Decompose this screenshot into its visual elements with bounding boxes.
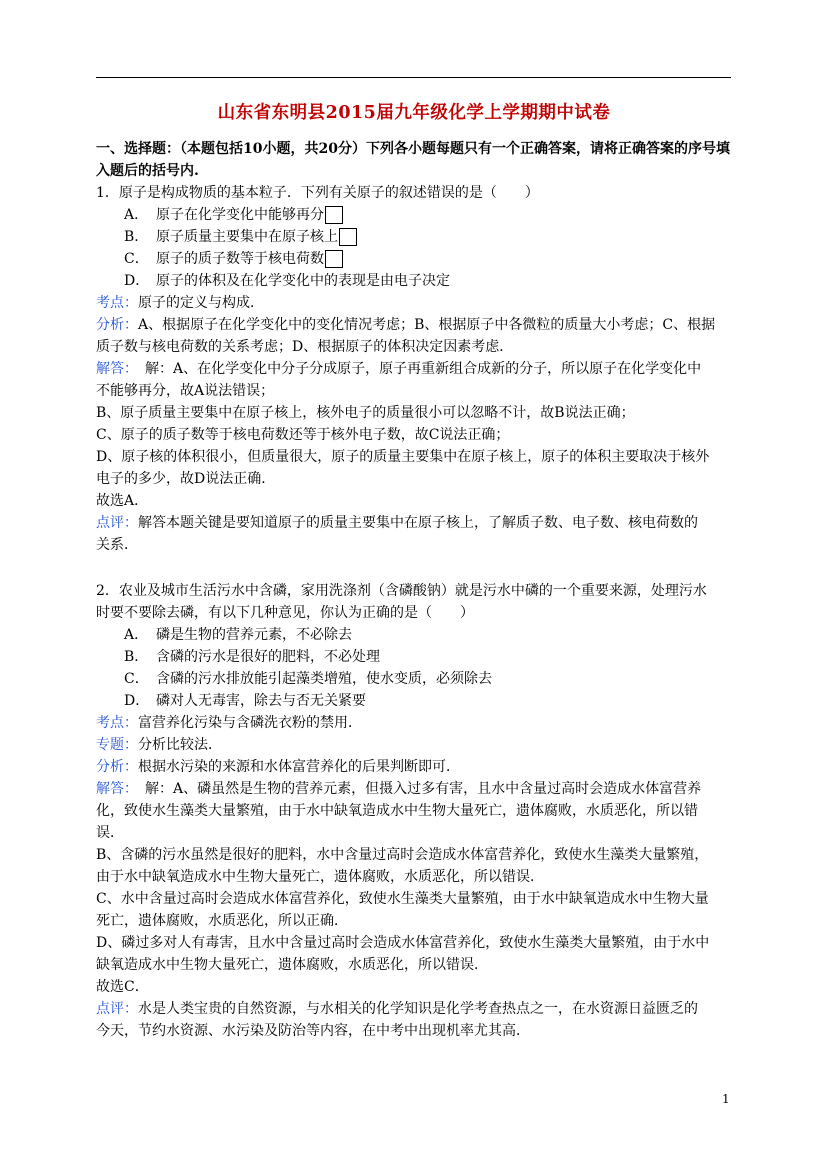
option-letter: D．	[124, 273, 150, 289]
answer-box	[325, 206, 343, 224]
dianping-line	[96, 998, 732, 1020]
fenxi-text-cont: 质子数与核电荷数的关系考虑；D、根据原子的体积决定因素考虑．	[96, 339, 514, 355]
answer-choice: 故选C．	[96, 979, 149, 995]
option-letter: B．	[124, 229, 149, 245]
jieda-text-cont: 化，致使水生藻类大量繁殖，由于水中缺氧造成水中生物大量死亡，遗体腐败，水质恶化，所以错	[96, 803, 698, 819]
fenxi-line	[96, 756, 732, 778]
option-a	[96, 204, 732, 226]
option-d	[96, 270, 732, 292]
jieda-text-cont: D、磷过多对人有毒害，且水中含量过高时会造成水体富营养化，致使水生藻类大量繁殖，由于水中	[96, 935, 710, 951]
option-c	[96, 668, 732, 690]
jieda-label: 解答：	[96, 361, 131, 377]
jieda-text-cont: 缺氧造成水中生物大量死亡，遗体腐败，水质恶化，所以错误．	[96, 957, 488, 973]
fenxi-text: 根据水污染的来源和水体富营养化的后果判断即可．	[138, 759, 460, 775]
jieda-line	[96, 778, 732, 800]
option-text: 原子的质子数等于核电荷数	[156, 251, 324, 267]
kaodian-label: 考点：	[96, 295, 138, 311]
dianping-text: 水是人类宝贵的自然资源，与水相关的化学知识是化学考查热点之一，在水资源日益匮乏的	[138, 1001, 698, 1017]
page-number: 1	[722, 1092, 730, 1106]
option-c	[96, 248, 732, 270]
answer-box	[339, 228, 357, 246]
jieda-text-cont: 不能够再分，故A说法错误；	[96, 383, 275, 399]
option-b	[96, 226, 732, 248]
jieda-label: 解答：	[96, 781, 131, 797]
question-1	[96, 182, 732, 556]
option-letter: C．	[124, 251, 149, 267]
dianping-text-cont: 今天，节约水资源、水污染及防治等内容，在中考中出现机率尤其高．	[96, 1023, 530, 1039]
option-letter: A．	[124, 627, 149, 643]
zhuanti-label: 专题：	[96, 737, 138, 753]
option-a	[96, 624, 732, 646]
kaodian-text: 富营养化污染与含磷洗衣粉的禁用．	[138, 715, 362, 731]
fenxi-label: 分析：	[96, 317, 138, 333]
kaodian-line	[96, 292, 732, 314]
jieda-text-cont: 死亡，遗体腐败，水质恶化，所以正确．	[96, 913, 348, 929]
dianping-label: 点评：	[96, 1001, 138, 1017]
kaodian-line	[96, 712, 732, 734]
jieda-text: 解：A、在化学变化中分子分成原子，原子再重新组合成新的分子，所以原子在化学变化中	[131, 361, 702, 377]
dianping-line	[96, 512, 732, 534]
jieda-text-cont: B、含磷的污水虽然是很好的肥料，水中含量过高时会造成水体富营养化，致使水生藻类大量繁殖，	[96, 847, 709, 863]
dianping-text-cont: 关系．	[96, 537, 138, 553]
jieda-text-cont: 误．	[96, 825, 124, 841]
jieda-text-cont: C、原子的质子数等于核电荷数还等于核外电子数，故C说法正确；	[96, 427, 510, 443]
header-rule	[96, 77, 731, 78]
document-title: 山东省东明县2015届九年级化学上学期期中试卷	[217, 103, 611, 123]
kaodian-label: 考点：	[96, 715, 138, 731]
jieda-line	[96, 358, 732, 380]
fenxi-label: 分析：	[96, 759, 138, 775]
dianping-text: 解答本题关键是要知道原子的质量主要集中在原子核上，了解质子数、电子数、核电荷数的	[138, 515, 698, 531]
zhuanti-text: 分析比较法．	[138, 737, 222, 753]
jieda-text-cont: 电子的多少，故D说法正确．	[96, 471, 276, 487]
question-stem-cont: 时要不要除去磷，有以下几种意见，你认为正确的是（ ）	[96, 605, 474, 621]
question-2	[96, 580, 732, 1042]
section-heading: 一、选择题：（本题包括10小题，共20分）下列各小题每题只有一个正确答案，请将正确答案的序号填入题后的括号内.	[96, 141, 730, 179]
option-letter: A．	[124, 207, 149, 223]
option-text: 原子质量主要集中在原子核上	[156, 229, 338, 245]
option-letter: B．	[124, 649, 149, 665]
fenxi-text: A、根据原子在化学变化中的变化情况考虑；B、根据原子中各微粒的质量大小考虑；C、根据	[138, 317, 716, 333]
question-stem: 1．原子是构成物质的基本粒子．下列有关原子的叙述错误的是（ ）	[96, 185, 539, 201]
jieda-text-cont: D、原子核的体积很小，但质量很大，原子的质量主要集中在原子核上，原子的体积主要取决于核外	[96, 449, 710, 465]
document-body	[96, 100, 732, 1042]
option-text: 原子在化学变化中能够再分	[156, 207, 324, 223]
option-d	[96, 690, 732, 712]
option-text: 含磷的污水是很好的肥料，不必处理	[156, 649, 380, 665]
option-text: 原子的体积及在化学变化中的表现是由电子决定	[156, 273, 450, 289]
jieda-text-cont: 由于水中缺氧造成水中生物大量死亡，遗体腐败，水质恶化，所以错误．	[96, 869, 544, 885]
zhuanti-line	[96, 734, 732, 756]
option-letter: C．	[124, 671, 149, 687]
option-letter: D．	[124, 693, 150, 709]
jieda-text: 解：A、磷虽然是生物的营养元素，但摄入过多有害，且水中含量过高时会造成水体富营养	[131, 781, 702, 797]
answer-box	[325, 250, 343, 268]
option-text: 磷对人无毒害，除去与否无关紧要	[156, 693, 366, 709]
dianping-label: 点评：	[96, 515, 138, 531]
jieda-text-cont: B、原子质量主要集中在原子核上，核外电子的质量很小可以忽略不计，故B说法正确；	[96, 405, 635, 421]
option-text: 含磷的污水排放能引起藻类增殖，使水变质，必须除去	[156, 671, 492, 687]
fenxi-line	[96, 314, 732, 336]
option-b	[96, 646, 732, 668]
answer-choice: 故选A．	[96, 493, 149, 509]
question-stem: 2．农业及城市生活污水中含磷，家用洗涤剂（含磷酸钠）就是污水中磷的一个重要来源，处理污水	[96, 583, 707, 599]
jieda-text-cont: C、水中含量过高时会造成水体富营养化，致使水生藻类大量繁殖，由于水中缺氧造成水中生物大量	[96, 891, 709, 907]
kaodian-text: 原子的定义与构成．	[138, 295, 264, 311]
option-text: 磷是生物的营养元素，不必除去	[156, 627, 352, 643]
question-gap	[96, 556, 732, 580]
